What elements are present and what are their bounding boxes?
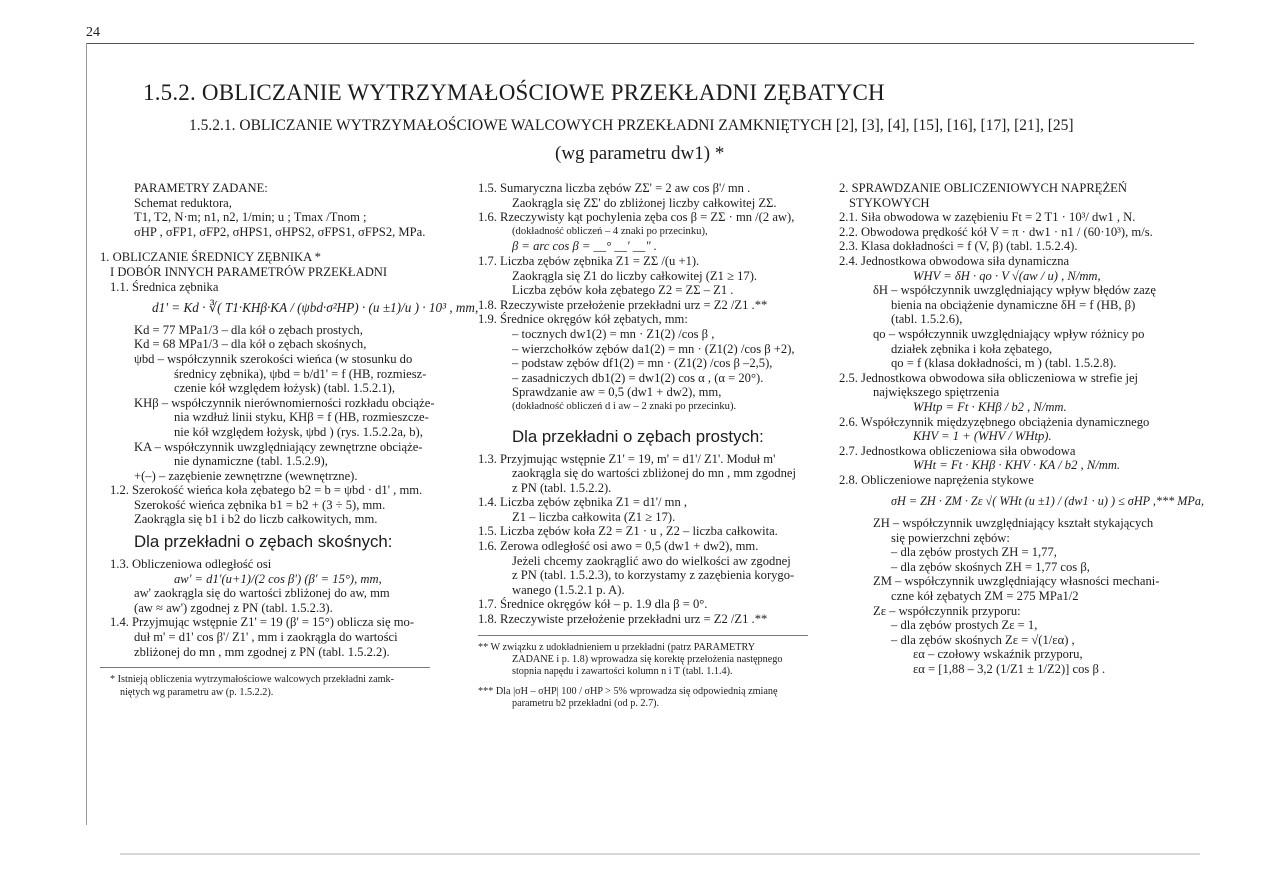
text-line: Kd = 68 MPa1/3 – dla kół o zębach skośnych, [134,337,367,352]
item-1-3b: 1.3. Przyjmując wstępnie Z1' = 19, m' = d1'/ Z1'. Moduł m' [478,451,776,466]
text-line: zaokrągla się do wartości zbliżonej do mn , mm zgodnej [512,466,796,481]
given-params-heading: PARAMETRY ZADANE: [134,181,268,195]
footnote-rule [478,635,808,636]
footnote: *** Dla |σH – σHP| 100 / σHP > 5% wprowadza się odpowiednią zmianę [478,685,778,697]
footnote: stopnia napędu i zawartości kolumn n i T (tabl. 1.1.4). [512,666,733,678]
text-line: czenie kół względem łożysk) (tabl. 1.5.2.1), [174,381,396,396]
text-line: qo – współczynnik uwzględniający wpływ różnicy po [873,326,1145,341]
text-line: T1, T2, N·m; n1, n2, 1/min; u ; Tmax /Tnom ; [134,210,367,225]
text-line: εα = [1,88 – 3,2 (1/Z1 ± 1/Z2)] cos β . [913,662,1106,676]
text-line: +(–) – zazębienie zewnętrzne (wewnętrzne). [134,468,358,483]
formula-wht: WHt = Ft · KHβ · KHV · KA / b2 , N/mm. [913,458,1121,473]
text-line: Zε – współczynnik przyporu: [873,603,1021,618]
text-line: Schemat reduktora, [134,195,232,210]
item-2-7: 2.7. Jednostkowa obliczeniowa siła obwodowa [839,443,1076,458]
item-2-5: 2.5. Jednostkowa obwodowa siła obliczeniowa w strefie jej [839,370,1139,385]
text-line: Sprawdzanie aw = 0,5 (dw1 + dw2), mm, [512,385,722,400]
text-line: β = arc cos β = __° __' __" . [512,239,657,254]
item-2-1: 2.1. Siła obwodowa w zazębieniu Ft = 2 T1 · 10³/ dw1 , N. [839,210,1136,225]
item-1-6b: 1.6. Zerowa odległość osi awo = 0,5 (dw1 + dw2), mm. [478,539,759,554]
text-line: Szerokość wieńca zębnika b1 = b2 + (3 ÷ 5), mm. [134,497,386,512]
heading-1: 1. OBLICZANIE ŚREDNICY ZĘBNIKA * [100,250,321,265]
text-line: się powierzchni zębów: [891,530,1010,545]
text-line: ZH – współczynnik uwzględniający kształt stykających [873,516,1154,531]
text-line: (aw ≈ aw') zgodnej z PN (tabl. 1.5.2.3). [134,600,333,615]
item-1-5b: 1.5. Liczba zębów koła Z2 = Z1 · u , Z2 – liczba całkowita. [478,524,778,539]
text-line: σHP , σFP1, σFP2, σHPS1, σHPS2, σFPS1, σFPS2, MPa. [134,224,426,239]
text-line: Liczba zębów koła zębatego Z2 = ZΣ – Z1 . [512,283,734,298]
left-margin-rule [86,43,87,825]
text-line: Zaokrągla się ZΣ' do zbliżonej liczby całkowitej ZΣ. [512,195,777,210]
text-line: ZM – współczynnik uwzględniający własności mechani- [873,574,1160,589]
text-line: KHβ – współczynnik nierównomierności rozkładu obciąże- [134,395,435,410]
item-1-3: 1.3. Obliczeniowa odległość osi [110,557,272,572]
text-line: Zaokrągla się b1 i b2 do liczb całkowitych, mm. [134,512,378,527]
formula-whtp: WHtp = Ft · KHβ / b2 , N/mm. [913,399,1067,414]
top-rule [86,43,1194,44]
item-1-2: 1.2. Szerokość wieńca koła zębatego b2 = b = ψbd · d1' , mm. [110,483,423,498]
formula-d1: d1' = Kd · ∛( T1·KHβ·KA / (ψbd·σ²HP) · (u ±1)/u ) · 10³ , mm, [152,300,479,316]
text-line: nia wzdłuż linii styku, KHβ = f (HB, rozmieszcze- [174,410,429,425]
item-1-4b: 1.4. Liczba zębów zębnika Z1 = d1'/ mn , [478,495,688,510]
item-2-8: 2.8. Obliczeniowe naprężenia stykowe [839,472,1034,487]
item-2-4: 2.4. Jednostkowa obwodowa siła dynamiczna [839,253,1070,268]
text-line: zbliżonej do mn , mm zgodnej z PN (tabl. 1.5.2.2). [134,644,390,659]
text-line: – tocznych dw1(2) = mn · Z1(2) /cos β , [512,326,715,341]
spur-gears-heading: Dla przekładni o zębach prostych: [512,426,764,446]
text-line: qo = f (klasa dokładności, m ) (tabl. 1.5.2.8). [891,356,1117,371]
column-middle [478,181,833,711]
text-line: średnicy zębnika), ψbd = b/d1' = f (HB, rozmiesz- [174,366,427,381]
text-line: z PN (tabl. 1.5.2.3), to korzystamy z zazębienia korygo- [512,568,795,583]
text-line: ψbd – współczynnik szerokości wieńca (w stosunku do [134,351,413,366]
footnote: ** W związku z udokładnieniem u przekładni (patrz PARAMETRY [478,641,756,653]
item-1-6: 1.6. Rzeczywisty kąt pochylenia zęba cos β = ZΣ · mn /(2 aw), [478,210,795,225]
footnote: * Istnieją obliczenia wytrzymałościowe walcowych przekładni zamk- [110,674,395,686]
text-line: (dokładność obliczeń d i aw – 2 znaki po przecinku). [512,400,737,412]
text-line: εα – czołowy wskaźnik przyporu, [913,647,1083,662]
helical-gears-heading: Dla przekładni o zębach skośnych: [134,532,393,552]
item-1-1: 1.1. Średnica zębnika [110,279,219,294]
item-1-8: 1.8. Rzeczywiste przełożenie przekładni urz = Z2 /Z1 .** [478,297,768,312]
footnote: niętych wg parametru aw (p. 1.5.2.2). [120,686,274,698]
footnote-rule [100,667,430,668]
text-line: bienia na obciążenie dynamiczne δH = f (HB, β) [891,297,1136,312]
text-line: Kd = 77 MPa1/3 – dla kół o zębach prostych, [134,322,363,337]
text-line: nie dynamiczne (tabl. 1.5.2.9), [174,454,328,469]
text-line: – zasadniczych db1(2) = dw1(2) cos α , (α = 20°). [512,370,764,385]
column-right [839,181,1205,677]
text-line: KA – współczynnik uwzględniający zewnętrzne obciąże- [134,439,423,454]
bottom-scan-line [120,853,1200,855]
text-line: czne kół zębatych ZM = 275 MPa1/2 [891,589,1079,604]
footnote: ZADANE i p. 1.8) wprowadza się korektę przełożenia następnego [512,654,783,666]
formula-sigma-h: σH = ZH · ZM · Zε √( WHt (u ±1) / (dw1 · u) ) ≤ σHP ,*** MPa, [891,494,1205,509]
item-1-5: 1.5. Sumaryczna liczba zębów ZΣ' = 2 aw cos β'/ mn . [478,181,751,195]
item-2-6: 2.6. Współczynnik międzyzębnego obciążenia dynamicznego [839,414,1150,429]
text-line: (dokładność obliczeń – 4 znaki po przecinku), [512,225,708,237]
text-line: – dla zębów skośnych ZH = 1,77 cos β, [891,559,1090,574]
heading-1-cont: I DOBÓR INNYCH PARAMETRÓW PRZEKŁADNI [110,264,388,279]
section-title: 1.5.2. OBLICZANIE WYTRZYMAŁOŚCIOWE PRZEKŁADNI ZĘBATYCH [143,80,885,105]
text-line: nie kół względem łożysk, ψbd ) (rys. 1.5.2.2a, b), [174,424,423,439]
item-1-7b: 1.7. Średnice okręgów kół – p. 1.9 dla β = 0°. [478,597,708,612]
text-line: aw' zaokrągla się do wartości zbliżonej do aw, mm [134,586,390,601]
text-line: działek zębnika i koła zębatego, [891,341,1053,356]
text-line: duł m' = d1' cos β'/ Z1' , mm i zaokrągla do wartości [134,630,398,645]
text-line: – dla zębów prostych Zε = 1, [891,618,1038,633]
text-line: z PN (tabl. 1.5.2.2). [512,480,612,495]
item-2-3: 2.3. Klasa dokładności = f (V, β) (tabl. 1.5.2.4). [839,239,1078,254]
item-1-9: 1.9. Średnice okręgów kół zębatych, mm: [478,312,688,327]
text-line: – wierzchołków zębów da1(2) = mn · (Z1(2) /cos β +2), [512,341,795,356]
formula-aw: aw' = d1'(u+1)/(2 cos β') (β' = 15°), mm, [174,571,382,586]
item-2-2: 2.2. Obwodowa prędkość kół V = π · dw1 · n1 / (60·10³), m/s. [839,224,1153,239]
heading-2-cont: STYKOWYCH [849,195,930,210]
item-1-7: 1.7. Liczba zębów zębnika Z1 = ZΣ /(u +1). [478,253,700,268]
text-line: Z1 – liczba całkowita (Z1 ≥ 17). [512,509,676,524]
text-line: (tabl. 1.5.2.6), [891,312,963,327]
text-line: największego spiętrzenia [873,385,1000,400]
column-left [100,181,479,699]
heading-2: 2. SPRAWDZANIE OBLICZENIOWYCH NAPRĘŻEŃ [839,181,1127,195]
item-1-8b: 1.8. Rzeczywiste przełożenie przekładni urz = Z2 /Z1 .** [478,612,768,627]
text-line: – podstaw zębów df1(2) = mn · (Z1(2) /cos β –2,5), [512,356,773,371]
subsection-title: 1.5.2.1. OBLICZANIE WYTRZYMAŁOŚCIOWE WALCOWYCH PRZEKŁADNI ZAMKNIĘTYCH [2], [3], [4], [15], [16], [17], [21], [25] [189,117,1074,134]
text-line: δH – współczynnik uwzględniający wpływ błędów zazę [873,283,1156,298]
parameter-note: (wg parametru dw1) * [555,143,725,164]
formula-khv: KHV = 1 + (WHV / WHtp). [913,429,1052,444]
item-1-4: 1.4. Przyjmując wstępnie Z1' = 19 (β' = 15°) oblicza się mo- [110,615,415,630]
text-line: Zaokrągla się Z1 do liczby całkowitej (Z1 ≥ 17). [512,268,758,283]
page-number: 24 [86,25,100,40]
text-line: Jeżeli chcemy zaokrąglić awo do wielkości aw zgodnej [512,553,791,568]
text-line: – dla zębów skośnych Zε = √(1/εα) , [891,632,1075,647]
text-line: wanego (1.5.2.1 p. A). [512,582,625,597]
text-line: – dla zębów prostych ZH = 1,77, [891,545,1057,560]
footnote: parametru b2 przekładni (od p. 2.7). [512,698,660,710]
formula-whv: WHV = δH · qo · V √(aw / u) , N/mm, [913,268,1101,283]
